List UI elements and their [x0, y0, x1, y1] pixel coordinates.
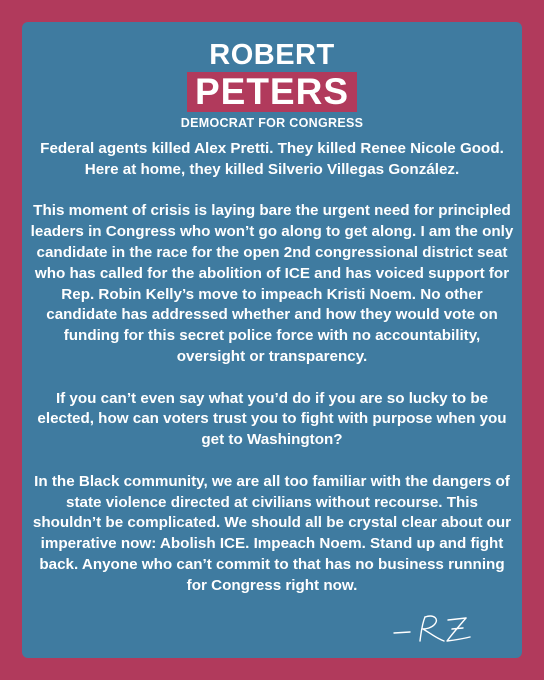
- statement-text: [30, 139, 514, 597]
- statement-paragraph: In the Black community, we are all too familiar with the dangers of state violence directed at civilians without recourse. This shouldn’t be complicated. We should all be crystal clear about our imperative now: Abolish ICE. Impeach Noem. Stand up and fight back. Anyone who can’t commit to that has no business running for Congress right now.: [32, 472, 512, 594]
- statement-paragraph: If you can’t even say what you’d do if you are so lucky to be elected, how can voters trust you to fight with purpose when you get to Washington?: [37, 389, 507, 449]
- statement-paragraph: Federal agents killed Alex Pretti. They killed Renee Nicole Good. Here at home, they killed Silverio Villegas González.: [40, 140, 504, 178]
- logo-tagline: DEMOCRAT FOR CONGRESS: [180, 116, 364, 130]
- campaign-logo: [22, 40, 522, 130]
- statement-paragraph: This moment of crisis is laying bare the urgent need for principled leaders in Congress who won’t go along to get along. I am the only candidate in the race for the open 2nd congressional district seat who has called for the abolition of ICE and has voiced support for Rep. Robin Kelly’s move to impeach Kristi Noem. No other candidate has addressed whether and how they would vote on funding for this secret police force with no accountability, oversight or transparency.: [30, 202, 514, 365]
- signature-icon: [390, 609, 490, 649]
- logo-first-name: ROBERT: [209, 39, 335, 71]
- logo-last-name: PETERS: [187, 72, 357, 112]
- statement-card: [22, 22, 522, 658]
